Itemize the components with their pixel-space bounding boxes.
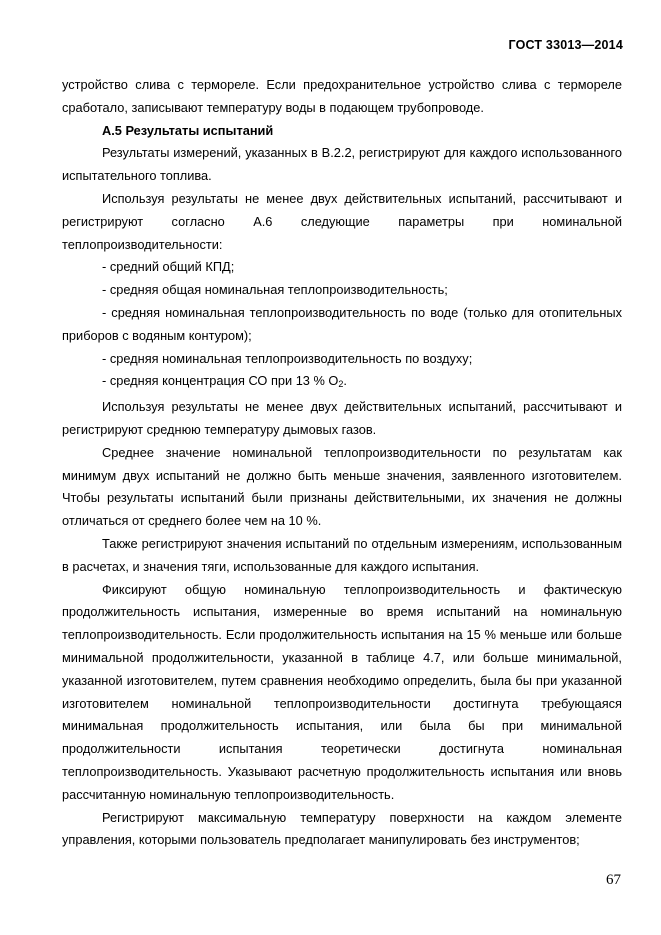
paragraph-average-output: Среднее значение номинальной теплопроизводительности по результатам как минимум двух испытаний не должно быть меньше значения, заявленного изготовителем. Чтобы результаты испытаний были признаны действительными, их значения не должны отличаться от среднего более чем на 10 %. — [62, 444, 622, 529]
section-heading: А.5 Результаты испытаний — [102, 122, 274, 138]
list-item: - средняя общая номинальная теплопроизводительность; — [102, 282, 448, 298]
paragraph-parameters-intro: Используя результаты не менее двух действительных испытаний, рассчитывают и регистрируют согласно А.6 следующие параметры при номинальной теплопроизводительности: — [62, 190, 622, 252]
paragraph-flue-gas: Используя результаты не менее двух действительных испытаний, рассчитывают и регистрируют среднюю температуру дымовых газов. — [62, 399, 622, 437]
page-number: 67 — [606, 872, 621, 888]
document-body — [62, 74, 622, 852]
list-item: - средняя номинальная теплопроизводительность по воде (только для отопительных приборов с водяным контуром); — [62, 304, 622, 343]
co-item-subscript: 2 — [338, 379, 344, 390]
list-item-co-concentration — [62, 370, 622, 396]
paragraph-surface-temperature: Регистрируют максимальную температуру поверхности на каждом элементе управления, которыми пользователь предполагает манипулировать без инструментов; — [62, 809, 622, 848]
paragraph-results-measurements: Результаты измерений, указанных в В.2.2, регистрируют для каждого использованного испытательного топлива. — [62, 145, 622, 184]
paragraph-duration: Фиксируют общую номинальную теплопроизводительность и фактическую продолжительность испытания, измеренные во время испытаний на номинальную теплопроизводительность. Если продолжительность испытания на 15 % меньше или больше минимальной продолжительности, указанной в таблице 4.7, или больше минимальной, указанной изготовителем, путем сравнения необходимо определить, была бы при указанной изготовителем номинальной теплопроизводительности достигнута требующаяся минимальная продолжительность испытания, или была бы при минимальной продолжительности испытания теоретически достигнута номинальная теплопроизводительность. Указывают расчетную продолжительность испытания или вновь рассчитанную номинальную теплопроизводительность. — [62, 581, 622, 802]
paragraph-individual-measurements: Также регистрируют значения испытаний по отдельным измерениям, использованным в расчетах, и значения тяги, использованные для каждого испытания. — [62, 535, 622, 574]
paragraph-continuation: устройство слива с термореле. Если предохранительное устройство слива с термореле сработало, записывают температуру воды в подающем трубопроводе. — [62, 77, 622, 115]
co-item-suffix: . — [343, 373, 347, 389]
co-item-text: - средняя концентрация СО при 13 % О — [102, 373, 339, 389]
list-item: - средняя номинальная теплопроизводительность по воздуху; — [102, 350, 473, 366]
document-code-header: ГОСТ 33013—2014 — [508, 38, 623, 52]
list-item: - средний общий КПД; — [102, 259, 235, 275]
